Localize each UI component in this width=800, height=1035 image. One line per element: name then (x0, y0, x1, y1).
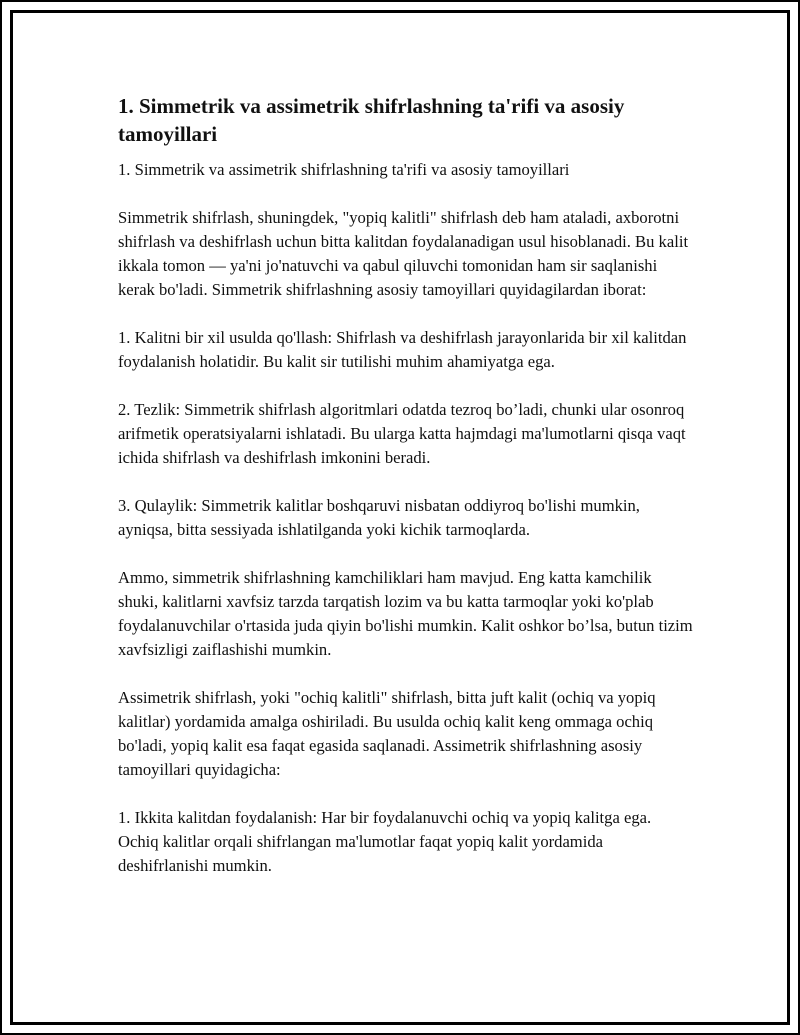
document-body (118, 92, 693, 902)
paragraph-symmetric-point-3: 3. Qulaylik: Simmetrik kalitlar boshqaruvi nisbatan oddiyroq bo'lishi mumkin, ayniqsa, bitta sessiyada ishlatilganda yoki kichik tarmoqlarda. (118, 496, 640, 539)
paragraph-subtitle: 1. Simmetrik va assimetrik shifrlashning ta'rifi va asosiy tamoyillari (118, 160, 570, 179)
paragraph-asymmetric-point-1: 1. Ikkita kalitdan foydalanish: Har bir foydalanuvchi ochiq va yopiq kalitga ega. Ochiq kalitlar orqali shifrlangan ma'lumotlar faqat yopiq kalit yordamida deshifrlanishi mumkin. (118, 808, 652, 875)
paragraph-asymmetric-intro: Assimetrik shifrlash, yoki "ochiq kalitli" shifrlash, bitta juft kalit (ochiq va yopiq kalitlar) yordamida amalga oshiriladi. Bu usulda ochiq kalit keng ommaga ochiq bo'ladi, yopiq kalit esa faqat egasida saqlanadi. Assimetrik shifrlashning asosiy tamoyillari quyidagicha: (118, 688, 656, 779)
paragraph-symmetric-point-2: 2. Tezlik: Simmetrik shifrlash algoritmlari odatda tezroq bo’ladi, chunki ular osonroq arifmetik operatsiyalarni ishlatadi. Bu ularga katta hajmdagi ma'lumotlarni qisqa vaqt ichida shifrlash va deshifrlash imkonini beradi. (118, 400, 686, 467)
document-title: 1. Simmetrik va assimetrik shifrlashning ta'rifi va asosiy tamoyillari (118, 94, 625, 146)
paragraph-symmetric-drawbacks: Ammo, simmetrik shifrlashning kamchiliklari ham mavjud. Eng katta kamchilik shuki, kalitlarni xavfsiz tarzda tarqatish lozim va bu katta tarmoqlar yoki ko'plab foydalanuvchilar o'rtasida juda qiyin bo'lishi mumkin. Kalit oshkor bo’lsa, butun tizim xavfsizligi zaiflashishi mumkin. (118, 568, 693, 659)
paragraph-symmetric-intro: Simmetrik shifrlash, shuningdek, "yopiq kalitli" shifrlash deb ham ataladi, axborotni shifrlash va deshifrlash uchun bitta kalitdan foydalanadigan usul hisoblanadi. Bu kalit ikkala tomon — ya'ni jo'natuvchi va qabul qiluvchi tomonidan ham sir saqlanishi kerak bo'ladi. Simmetrik shifrlashning asosiy tamoyillari quyidagilardan iborat: (118, 208, 689, 299)
paragraph-symmetric-point-1: 1. Kalitni bir xil usulda qo'llash: Shifrlash va deshifrlash jarayonlarida bir xil kalitdan foydalanish holatidir. Bu kalit sir tutilishi muhim ahamiyatga ega. (118, 328, 687, 371)
